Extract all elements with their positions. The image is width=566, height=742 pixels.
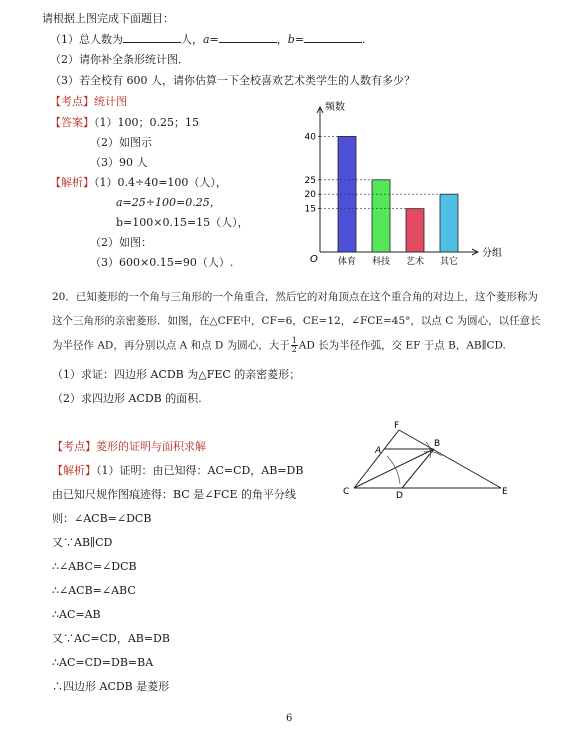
intro-line: 请根据上图完成下面题目： — [42, 12, 174, 25]
jiexi-19-3: b=100×0.15=15（人）， — [116, 216, 249, 229]
bar-2 — [372, 180, 390, 252]
sol20-line3: 则：∠ACB=∠DCB — [52, 512, 152, 525]
sol20-line4: 又∵AB∥CD — [52, 536, 113, 549]
label-b: B — [434, 439, 441, 449]
kaodian-20-tag: 【考点】 — [52, 440, 96, 453]
q1-blank-b — [304, 32, 362, 43]
sol20-line9: ∴AC=CD=DB=BA — [52, 656, 154, 669]
y-tick-label-4: 15 — [304, 204, 316, 215]
answer-19-1 — [50, 116, 199, 130]
y-tick-label-3: 20 — [304, 190, 316, 201]
bar-chart — [300, 100, 520, 275]
segment-db — [402, 449, 434, 488]
jiexi-20-text: （1）证明：由已知得：AC=CD，AB=DB — [96, 464, 304, 477]
label-f: F — [394, 421, 400, 431]
bar-4 — [440, 194, 458, 252]
bar-3 — [406, 209, 424, 252]
arc-center-c — [387, 456, 400, 484]
q20-sub2: （2）求四边形 ACDB 的面积. — [52, 392, 202, 405]
kaodian-text: 统计图 — [94, 95, 127, 108]
category-label-3: 艺术 — [405, 257, 425, 267]
q1-end: . — [362, 33, 366, 46]
label-e: E — [502, 487, 508, 497]
question-3: （3）若全校有 600 人，请你估算一下全校喜欢艺术类学生的人数有多少？ — [50, 74, 415, 87]
y-tick-label-1: 40 — [304, 132, 316, 143]
kaodian-20 — [52, 440, 206, 454]
q20-line3-pre: 为半径作 AD，再分别以点 A 和点 D 为圆心，大于 — [52, 339, 290, 352]
label-d: D — [396, 491, 403, 500]
segment-cb — [354, 449, 434, 488]
jiexi-20-tag: 【解析】 — [52, 464, 96, 477]
jiexi-19-2: a=25÷100=0.25， — [116, 196, 221, 209]
answer-19-3: （3）90 人 — [90, 156, 148, 169]
y-tick-label-2: 25 — [304, 175, 316, 186]
sol20-line5: ∴∠ABC=∠DCB — [52, 560, 137, 573]
page-number: 6 — [286, 713, 293, 724]
category-label-1: 体育 — [337, 257, 357, 267]
q1-mid: 人， — [181, 33, 203, 46]
origin-label: O — [310, 254, 318, 265]
x-axis-label: 分组 — [482, 248, 502, 259]
answer-19-2: （2）如图示 — [90, 136, 152, 149]
sol20-line10: ∴四边形 ACDB 是菱形 — [52, 680, 170, 693]
answer-tag: 【答案】 — [50, 116, 94, 129]
q20-line1: 20．已知菱形的一个角与三角形的一个角重合，然后它的对角顶点在这个重合角的对边上，这个菱形称为 — [52, 291, 538, 303]
category-label-2: 科技 — [371, 257, 391, 267]
q20-sub1: （1）求证：四边形 ACDB 为△FEC 的亲密菱形； — [52, 368, 301, 381]
sol20-line8: 又∵AC=CD，AB=DB — [52, 632, 170, 645]
q1-a-label: a= — [203, 33, 219, 46]
question-2: （2）请你补全条形统计图． — [50, 53, 189, 66]
jiexi-19-5: （3）600×0.15=90（人）. — [90, 256, 234, 269]
label-a: A — [375, 446, 382, 456]
fraction-numerator: 1 — [291, 336, 297, 345]
jiexi-1: （1）0.4÷40=100（人）， — [94, 176, 227, 189]
geometry-figure — [340, 418, 520, 500]
jiexi-tag: 【解析】 — [50, 176, 94, 189]
q1-comma: ， — [276, 33, 288, 46]
jiexi-20-1 — [52, 464, 303, 478]
q20-line3-post: AD 长为半径作弧，交 EF 于点 B，AB∥CD. — [298, 339, 506, 352]
q1-prefix: （1）总人数为 — [50, 33, 123, 46]
jiexi-19-1 — [50, 176, 227, 190]
question-1 — [50, 32, 366, 47]
kaodian-tag: 【考点】 — [50, 95, 94, 108]
q1-blank-a — [219, 32, 277, 43]
label-c: C — [343, 487, 350, 497]
q20-line2: 这个三角形的亲密菱形．如图，在△CFE中，CF=6，CE=12，∠FCE=45°，以点 C 为圆心，以任意长 — [52, 315, 541, 327]
kaodian-19 — [50, 95, 127, 109]
fraction-half — [291, 337, 298, 354]
kaodian-20-text: 菱形的证明与面积求解 — [96, 440, 206, 453]
q1-blank-total — [123, 32, 181, 43]
q1-b-label: b= — [287, 33, 305, 46]
sol20-line6: ∴∠ACB=∠ABC — [52, 584, 136, 597]
fraction-denominator: 2 — [291, 345, 297, 354]
sol20-line2: 由已知尺规作图痕迹得：BC 是∠FCE 的角平分线 — [52, 488, 296, 501]
q20-line3 — [52, 337, 506, 354]
sol20-line7: ∴AC=AB — [52, 608, 101, 621]
category-label-4: 其它 — [439, 257, 459, 267]
segment-cf — [354, 430, 399, 488]
answer-1: （1）100；0.25；15 — [94, 116, 199, 129]
y-axis-label: 频数 — [325, 102, 345, 113]
jiexi-19-4: （2）如图： — [90, 236, 152, 249]
